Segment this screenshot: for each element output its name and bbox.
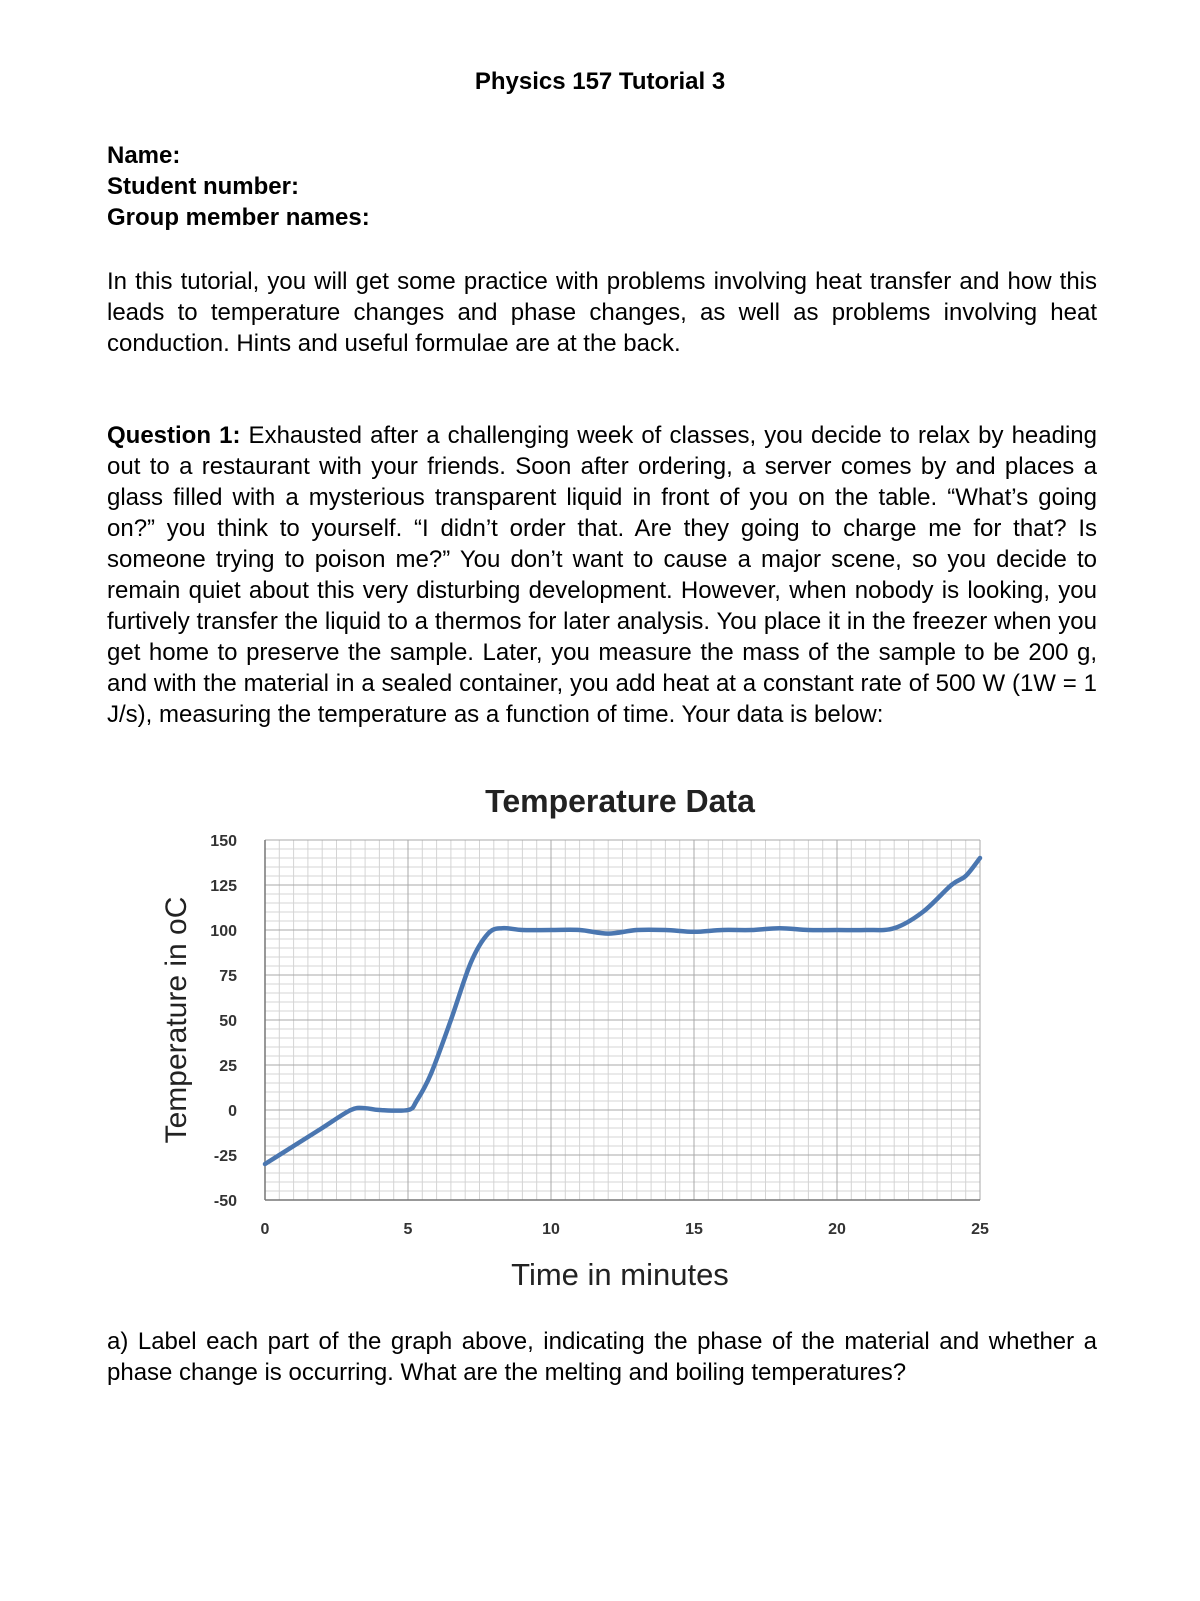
student-number-field-label: Student number:: [107, 173, 299, 200]
question-1-label: Question 1:: [107, 422, 241, 449]
temperature-chart: [150, 790, 1030, 1305]
group-members-field-label: Group member names:: [107, 204, 370, 231]
x-axis-label: Time in minutes: [511, 1257, 729, 1292]
y-tick-label: -25: [213, 1148, 237, 1165]
y-axis-label: Temperature in oC: [160, 896, 193, 1144]
intro-paragraph: In this tutorial, you will get some practice with problems involving heat transfer and how this leads to temperature changes and phase changes, as well as problems involving heat conduction. Hints and useful formulae are at the back.: [107, 268, 1097, 357]
x-tick-label: 10: [542, 1221, 560, 1238]
y-tick-label: 50: [219, 1013, 237, 1030]
chart-title: Temperature Data: [485, 790, 755, 819]
x-tick-label: 5: [403, 1221, 413, 1238]
page-title: Physics 157 Tutorial 3: [474, 68, 726, 95]
x-tick-label: 0: [260, 1221, 270, 1238]
x-tick-label: 20: [828, 1221, 846, 1238]
question-1-text: Exhausted after a challenging week of classes, you decide to relax by heading out to a restaurant with your friends. Soon after ordering, a server comes by and places a glass filled with a mysterious transparent liquid in front of you on the table. “What’s going on?” you think to yourself. “I didn’t order that. Are they going to charge me for that? Is someone trying to poison me?” You don’t want to cause a major scene, so you decide to remain quiet about this very disturbing development. However, when nobody is looking, you furtively transfer the liquid to a thermos for later analysis. You place it in the freezer when you get home to preserve the sample. Later, you measure the mass of the sample to be 200 g, and with the material in a sealed container, you add heat at a constant rate of 500 W (1W = 1 J/s), measuring the temperature as a function of time. Your data is below:: [107, 422, 1097, 728]
question-1-paragraph: [107, 420, 1097, 730]
y-tick-label: 75: [219, 968, 237, 985]
x-tick-label: 15: [685, 1221, 703, 1238]
y-tick-label: 100: [210, 923, 237, 940]
y-tick-label: -50: [213, 1193, 237, 1210]
y-tick-label: 0: [228, 1103, 237, 1120]
x-tick-label: 25: [971, 1221, 989, 1238]
part-a-question: a) Label each part of the graph above, indicating the phase of the material and whether a phase change is occurring. What are the melting and boiling temperatures?: [107, 1328, 1097, 1386]
name-field-label: Name:: [107, 142, 181, 169]
y-tick-label: 150: [210, 833, 237, 850]
y-tick-label: 125: [210, 878, 237, 895]
y-tick-label: 25: [219, 1058, 237, 1075]
